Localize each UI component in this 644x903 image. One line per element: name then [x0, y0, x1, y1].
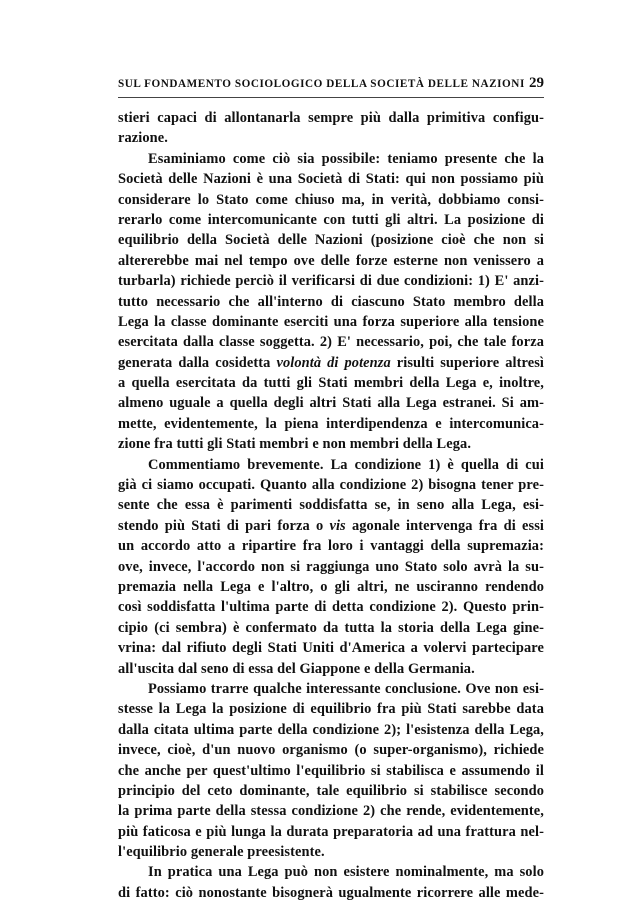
running-title: SUL FONDAMENTO SOCIOLOGICO DELLA SOCIETÀ DELLE NAZIONI: [118, 78, 525, 90]
text-line: turbarla) richiede perciò il verificarsi di due condizioni: 1) E' anzi-: [118, 273, 544, 290]
text-line: dalla citata ultima parte della condizione 2); l'esistenza della Lega,: [118, 721, 544, 738]
text-line: In pratica una Lega può non esistere nominalmente, ma solo: [148, 864, 544, 881]
text-line: altererebbe mai nel tempo ove delle forze esterne non venissero a: [118, 252, 544, 269]
text-line: Società delle Nazioni è una Società di Stati: qui non possiamo più: [118, 171, 544, 188]
running-header: [118, 75, 544, 95]
text-line: [118, 353, 544, 373]
text-line: ove, invece, l'accordo non si raggiunga uno Stato solo avrà la su-: [118, 558, 544, 575]
text-line: tutto necessario che all'interno di ciascuno Stato membro della: [118, 293, 544, 310]
text-line: equilibrio della Società delle Nazioni (posizione cioè che non si: [118, 232, 544, 249]
text-line: Commentiamo brevemente. La condizione 1) è quella di cui: [148, 456, 544, 473]
text-line: [118, 516, 544, 536]
italic-phrase: volontà di potenza: [276, 354, 391, 371]
text-line: rerarlo come intercomunicante con tutti gli altri. La posizione di: [118, 211, 544, 228]
text-line: all'uscita dal seno di essa del Giappone e della Germania.: [118, 660, 475, 677]
text-line: premazia nella Lega e l'altro, o gli altri, ne usciranno rendendo: [118, 578, 544, 595]
text-line: che anche per quest'ultimo l'equilibrio si stabilisca e assumendo il: [118, 762, 544, 779]
text-line: Esaminiamo come ciò sia possibile: teniamo presente che la: [148, 150, 544, 167]
italic-word: vis: [329, 517, 346, 534]
text-line: mette, evidentemente, la piena interdipendenza e intercomunica-: [118, 415, 544, 432]
text-line: a quella esercitata da tutti gli Stati membri della Lega e, inoltre,: [118, 375, 544, 392]
text-line: un accordo atto a ripartire fra loro i vantaggi della supremazia:: [118, 538, 544, 555]
text-segment: agonale intervenga fra di essi: [345, 517, 544, 534]
text-line: esercitata dalla classe soggetta. 2) E' necessario, poi, che tale forza: [118, 334, 544, 351]
text-segment: stendo più Stati di pari forza o: [118, 517, 330, 534]
text-line: stieri capaci di allontanarla sempre più dalla primitiva configu-: [118, 110, 544, 126]
text-line: così soddisfatta l'ultima parte di detta condizione 2). Questo prin-: [118, 599, 544, 616]
text-line: razione.: [118, 130, 168, 147]
text-line: stesse la Lega la posizione di equilibrio fra più Stati sarebbe data: [118, 701, 544, 718]
text-segment: risulti superiore altresì: [390, 354, 544, 371]
text-segment: generata dalla cosidetta: [118, 354, 277, 371]
text-line: principio del ceto dominante, tale equilibrio si stabilisce secondo: [118, 782, 544, 799]
text-line: considerare lo Stato come chiuso ma, in verità, dobbiamo consi-: [118, 191, 544, 208]
text-line: Possiamo trarre qualche interessante conclusione. Ove non esi-: [148, 680, 544, 697]
page-number: 29: [529, 75, 544, 91]
text-line: Lega la classe dominante eserciti una forza superiore alla tensione: [118, 313, 544, 330]
text-line: zione fra tutti gli Stati membri e non membri della Lega.: [118, 436, 472, 453]
text-line: l'equilibrio generale preesistente.: [118, 844, 325, 861]
text-line: almeno uguale a quella degli altri Stati alla Lega estranei. Si am-: [118, 395, 544, 412]
text-line: già ci siamo occupati. Quanto alla condizione 2) bisogna tener pre-: [118, 477, 544, 494]
text-line: cipio (ci sembra) è confermato da tutta la storia della Lega gine-: [118, 619, 544, 636]
text-line: vrina: dal rifiuto degli Stati Uniti d'America a volervi partecipare: [118, 640, 544, 657]
header-rule: [118, 97, 544, 98]
text-line: la prima parte della stessa condizione 2) che rende, evidentemente,: [118, 803, 544, 820]
text-line: invece, cioè, d'un nuovo organismo (o super-organismo), richiede: [118, 742, 544, 759]
body-text: [118, 108, 544, 903]
text-line: di fatto: ciò nonostante bisognerà ugualmente ricorrere alle mede-: [118, 884, 544, 901]
text-line: sente che essa è parimenti soddisfatta se, in seno alla Lega, esi-: [118, 497, 544, 514]
text-line: più faticosa e più lunga la durata preparatoria ad una frattura nel-: [118, 823, 544, 840]
